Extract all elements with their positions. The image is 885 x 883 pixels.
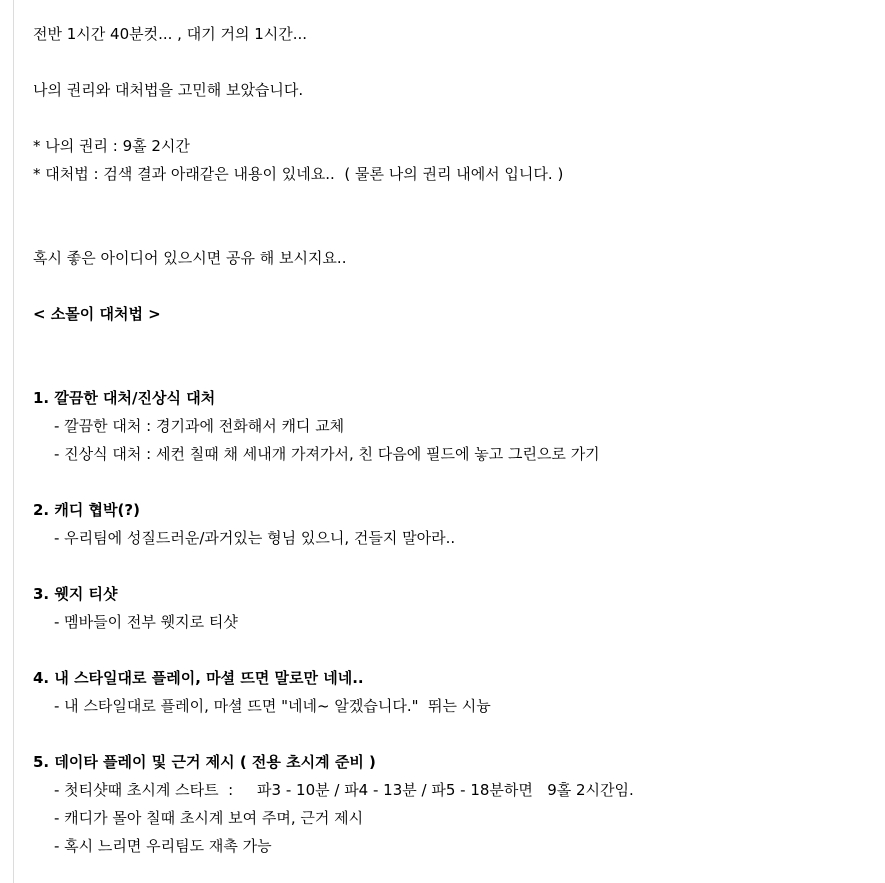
item-title: 4. 내 스타일대로 플레이, 마셜 뜨면 말로만 네네.. (33, 669, 364, 687)
spacer (33, 356, 873, 384)
post-body (33, 20, 873, 860)
spacer (33, 636, 873, 664)
spacer (33, 328, 873, 356)
intro-line: 나의 권리와 대처법을 고민해 보았습니다. (33, 81, 304, 99)
item-detail: - 깔끔한 대처 : 경기과에 전화해서 캐디 교체 (54, 417, 345, 435)
item-title: 3. 웻지 티샷 (33, 585, 118, 603)
section-title: < 소몰이 대처법 > (33, 305, 161, 323)
item-title: 1. 깔끔한 대처/진상식 대처 (33, 389, 216, 407)
spacer (33, 48, 873, 76)
item-detail: - 캐디가 몰아 칠때 초시계 보여 주며, 근거 제시 (54, 809, 364, 827)
item-detail: - 멤바들이 전부 웻지로 티샷 (54, 613, 238, 631)
item-detail: - 우리팀에 성질드러운/과거있는 형님 있으니, 건들지 말아라.. (54, 529, 456, 547)
item-detail: - 진상식 대처 : 세컨 칠때 채 세내개 가져가서, 친 다음에 필드에 놓고 그린으로 가기 (54, 445, 600, 463)
method-line: * 대처법 : 검색 결과 아래같은 내용이 있네요.. ( 물론 나의 권리 내에서 입니다. ) (33, 165, 564, 183)
spacer (33, 188, 873, 216)
content-left-border (13, 0, 14, 883)
spacer (33, 104, 873, 132)
spacer (33, 272, 873, 300)
item-title: 2. 캐디 협박(?) (33, 501, 140, 519)
intro-line: 전반 1시간 40분컷... , 대기 거의 1시간... (33, 25, 308, 43)
item-detail: - 내 스타일대로 플레이, 마셜 뜨면 "네네~ 알겠습니다." 뛰는 시늉 (54, 697, 491, 715)
rights-line: * 나의 권리 : 9홀 2시간 (33, 137, 190, 155)
spacer (33, 216, 873, 244)
item-title: 5. 데이타 플레이 및 근거 제시 ( 전용 초시계 준비 ) (33, 753, 376, 771)
share-line: 혹시 좋은 아이디어 있으시면 공유 해 보시지요.. (33, 249, 347, 267)
spacer (33, 720, 873, 748)
spacer (33, 552, 873, 580)
item-detail: - 혹시 느리면 우리팀도 재촉 가능 (54, 837, 272, 855)
spacer (33, 468, 873, 496)
item-detail: - 첫티샷때 초시계 스타트 : 파3 - 10분 / 파4 - 13분 / 파5 - 18분하면 9홀 2시간임. (54, 781, 634, 799)
